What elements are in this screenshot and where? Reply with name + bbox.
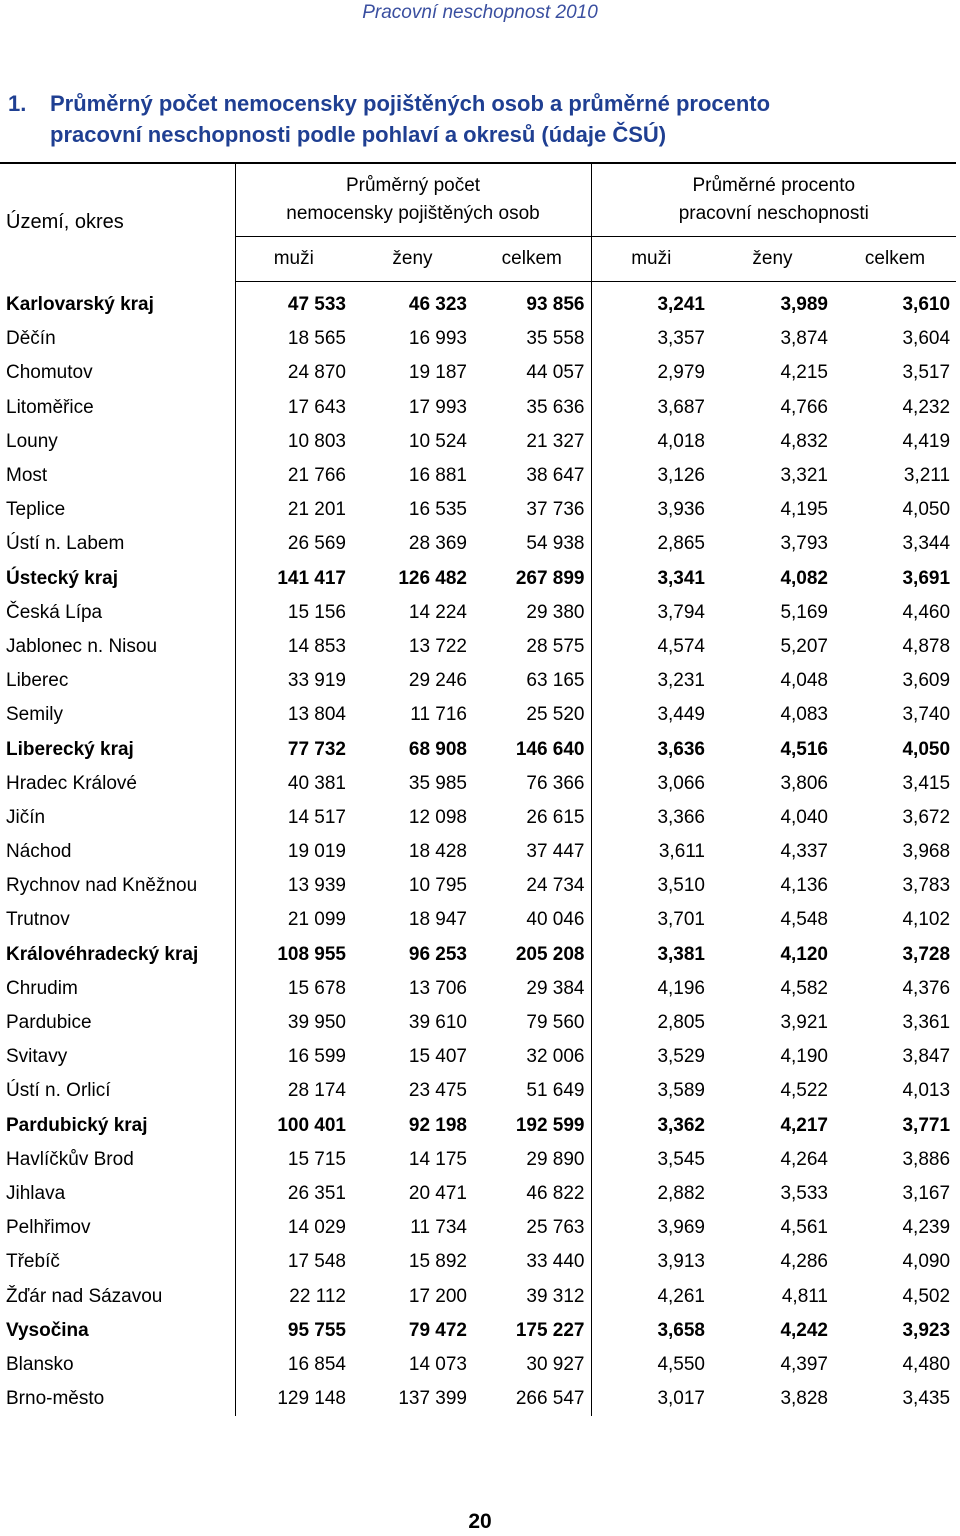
- incapacity-percent-cell: 3,691: [902, 567, 951, 589]
- incapacity-percent-cell: 3,921: [780, 1012, 828, 1034]
- table-body: [0, 282, 956, 1417]
- insured-count-cell: 16 535: [408, 499, 467, 521]
- incapacity-percent-cell: 3,362: [591, 1109, 711, 1143]
- territory-name: Jihlava: [6, 1182, 66, 1204]
- incapacity-percent-cell: 3,636: [591, 732, 711, 766]
- insured-count-cell: 26 615: [526, 806, 585, 828]
- table-row: [0, 698, 956, 732]
- incapacity-percent-cell: 4,397: [780, 1353, 828, 1375]
- incapacity-percent-cell: 3,913: [591, 1245, 711, 1279]
- incapacity-percent-cell: 3,611: [591, 835, 711, 869]
- insured-count-cell: 39 950: [235, 1006, 352, 1040]
- incapacity-percent-cell: 3,968: [902, 841, 951, 863]
- column-header: celkem: [473, 237, 591, 282]
- territory-name: Ústí n. Orlicí: [6, 1080, 111, 1102]
- insured-count-cell: 15 715: [235, 1143, 352, 1177]
- incapacity-percent-cell: 3,847: [902, 1046, 951, 1068]
- incapacity-percent-cell: 4,040: [780, 806, 828, 828]
- territory-name: Chrudim: [6, 977, 78, 999]
- table-row: [0, 1245, 956, 1279]
- incapacity-percent-cell: 4,264: [780, 1148, 828, 1170]
- incapacity-percent-cell: 4,502: [902, 1285, 951, 1307]
- insured-count-cell: 17 548: [235, 1245, 352, 1279]
- insured-count-cell: 11 734: [410, 1217, 467, 1239]
- title-line-2: pracovní neschopnosti podle pohlaví a okresů (údaje ČSÚ): [50, 122, 667, 147]
- insured-count-cell: 25 520: [526, 704, 585, 726]
- incapacity-percent-cell: 4,048: [780, 670, 828, 692]
- incapacity-percent-cell: 4,195: [780, 499, 828, 521]
- table-row: [0, 903, 956, 937]
- incapacity-percent-cell: 4,102: [902, 909, 951, 931]
- incapacity-percent-cell: 3,167: [902, 1182, 951, 1204]
- insured-count-cell: 15 892: [408, 1251, 467, 1273]
- insured-count-cell: 96 253: [408, 943, 467, 965]
- incapacity-percent-cell: 3,517: [902, 362, 951, 384]
- incapacity-percent-cell: 3,989: [780, 294, 828, 316]
- group-header-count-line2: nemocensky pojištěných osob: [286, 203, 540, 224]
- incapacity-percent-cell: 4,261: [591, 1279, 711, 1313]
- table-row: [0, 459, 956, 493]
- insured-count-cell: 35 985: [408, 772, 467, 794]
- incapacity-percent-cell: 4,232: [902, 396, 951, 418]
- territory-name: Trutnov: [6, 909, 70, 931]
- territory-name: Svitavy: [6, 1046, 68, 1068]
- region-total-row: [0, 562, 956, 596]
- incapacity-percent-cell: 3,449: [591, 698, 711, 732]
- incapacity-percent-cell: 4,878: [902, 635, 951, 657]
- incapacity-percent-cell: 3,241: [591, 282, 711, 323]
- insured-count-cell: 51 649: [526, 1080, 585, 1102]
- territory-name: Královéhradecký kraj: [6, 943, 199, 965]
- territory-name: Brno-město: [6, 1388, 105, 1410]
- territory-name: Pardubice: [6, 1012, 92, 1034]
- incapacity-percent-cell: 3,017: [591, 1382, 711, 1416]
- title-line-1: Průměrný počet nemocensky pojištěných osob a průměrné procento: [50, 91, 771, 116]
- insured-count-cell: 79 472: [408, 1319, 467, 1341]
- group-header-percent: [591, 163, 956, 237]
- territory-name: Rychnov nad Kněžnou: [6, 875, 198, 897]
- group-header-percent-line1: Průměrné procento: [692, 175, 856, 196]
- table-row: [0, 322, 956, 356]
- insured-count-cell: 47 533: [235, 282, 352, 323]
- incapacity-percent-cell: 4,766: [780, 396, 828, 418]
- incapacity-percent-cell: 3,609: [902, 670, 951, 692]
- region-total-row: [0, 282, 956, 323]
- territory-name: Česká Lípa: [6, 601, 103, 623]
- incapacity-percent-cell: 3,886: [902, 1148, 951, 1170]
- insured-count-cell: 267 899: [515, 567, 585, 589]
- insured-count-cell: 175 227: [515, 1319, 585, 1341]
- incapacity-percent-cell: 3,923: [902, 1319, 951, 1341]
- incapacity-percent-cell: 5,169: [780, 601, 828, 623]
- insured-count-cell: 16 881: [408, 465, 467, 487]
- region-total-row: [0, 1314, 956, 1348]
- territory-name: Teplice: [6, 499, 66, 521]
- insured-count-cell: 19 019: [235, 835, 352, 869]
- incapacity-percent-cell: 3,969: [591, 1211, 711, 1245]
- incapacity-percent-cell: 4,832: [780, 430, 828, 452]
- incapacity-percent-cell: 4,215: [780, 362, 828, 384]
- insured-count-cell: 37 447: [526, 841, 585, 863]
- incapacity-percent-cell: 4,120: [780, 943, 828, 965]
- insured-count-cell: 10 803: [235, 425, 352, 459]
- data-table: [0, 162, 956, 1416]
- incapacity-percent-cell: 3,510: [591, 869, 711, 903]
- insured-count-cell: 146 640: [515, 738, 585, 760]
- insured-count-cell: 33 919: [235, 664, 352, 698]
- incapacity-percent-cell: 3,604: [902, 328, 951, 350]
- table-row: [0, 664, 956, 698]
- table-row: [0, 527, 956, 561]
- insured-count-cell: 15 156: [235, 596, 352, 630]
- table-row: [0, 630, 956, 664]
- column-header: celkem: [834, 237, 956, 282]
- insured-count-cell: 14 029: [235, 1211, 352, 1245]
- table-number: 1.: [8, 91, 27, 116]
- table-row: [0, 596, 956, 630]
- incapacity-percent-cell: 3,771: [902, 1114, 951, 1136]
- running-header: Pracovní neschopnost 2010: [362, 2, 598, 23]
- insured-count-cell: 93 856: [526, 294, 585, 316]
- insured-count-cell: 192 599: [515, 1114, 585, 1136]
- insured-count-cell: 10 524: [408, 430, 467, 452]
- insured-count-cell: 21 327: [526, 430, 585, 452]
- incapacity-percent-cell: 4,136: [780, 875, 828, 897]
- territory-header: Území, okres: [0, 163, 235, 282]
- insured-count-cell: 76 366: [526, 772, 585, 794]
- incapacity-percent-cell: 4,480: [902, 1353, 951, 1375]
- insured-count-cell: 28 174: [235, 1074, 352, 1108]
- table-row: [0, 1143, 956, 1177]
- incapacity-percent-cell: 3,231: [591, 664, 711, 698]
- column-header: ženy: [352, 237, 473, 282]
- territory-name: Třebíč: [6, 1251, 60, 1273]
- incapacity-percent-cell: 4,376: [902, 977, 951, 999]
- table-row: [0, 1211, 956, 1245]
- incapacity-percent-cell: 3,740: [902, 704, 951, 726]
- incapacity-percent-cell: 3,658: [591, 1314, 711, 1348]
- incapacity-percent-cell: 3,728: [902, 943, 951, 965]
- insured-count-cell: 10 795: [408, 875, 467, 897]
- insured-count-cell: 13 722: [408, 635, 467, 657]
- insured-count-cell: 29 380: [526, 601, 585, 623]
- incapacity-percent-cell: 4,419: [902, 430, 951, 452]
- incapacity-percent-cell: 4,550: [591, 1348, 711, 1382]
- data-table-container: [0, 162, 956, 1416]
- territory-name: Žďár nad Sázavou: [6, 1285, 163, 1307]
- incapacity-percent-cell: 4,050: [902, 738, 951, 760]
- table-row: [0, 1006, 956, 1040]
- insured-count-cell: 28 369: [408, 533, 467, 555]
- incapacity-percent-cell: 4,811: [781, 1285, 828, 1307]
- incapacity-percent-cell: 3,874: [780, 328, 828, 350]
- insured-count-cell: 15 407: [408, 1046, 467, 1068]
- territory-name: Pardubický kraj: [6, 1114, 148, 1136]
- insured-count-cell: 108 955: [235, 938, 352, 972]
- incapacity-percent-cell: 3,529: [591, 1040, 711, 1074]
- insured-count-cell: 129 148: [235, 1382, 352, 1416]
- incapacity-percent-cell: 3,341: [591, 562, 711, 596]
- incapacity-percent-cell: 4,050: [902, 499, 951, 521]
- insured-count-cell: 26 569: [235, 527, 352, 561]
- insured-count-cell: 18 947: [408, 909, 467, 931]
- insured-count-cell: 37 736: [526, 499, 585, 521]
- incapacity-percent-cell: 4,217: [780, 1114, 828, 1136]
- incapacity-percent-cell: 4,286: [780, 1251, 828, 1273]
- insured-count-cell: 100 401: [235, 1109, 352, 1143]
- insured-count-cell: 16 599: [235, 1040, 352, 1074]
- insured-count-cell: 38 647: [526, 465, 585, 487]
- incapacity-percent-cell: 4,582: [780, 977, 828, 999]
- insured-count-cell: 20 471: [408, 1182, 467, 1204]
- insured-count-cell: 63 165: [526, 670, 585, 692]
- insured-count-cell: 32 006: [526, 1046, 585, 1068]
- insured-count-cell: 39 312: [526, 1285, 585, 1307]
- incapacity-percent-cell: 3,783: [902, 875, 951, 897]
- insured-count-cell: 205 208: [515, 943, 585, 965]
- incapacity-percent-cell: 3,435: [902, 1388, 951, 1410]
- incapacity-percent-cell: 3,589: [591, 1074, 711, 1108]
- table-row: [0, 972, 956, 1006]
- incapacity-percent-cell: 4,196: [591, 972, 711, 1006]
- territory-name: Jičín: [6, 806, 46, 828]
- insured-count-cell: 16 993: [408, 328, 467, 350]
- column-header: muži: [235, 237, 352, 282]
- incapacity-percent-cell: 2,882: [591, 1177, 711, 1211]
- insured-count-cell: 22 112: [235, 1279, 352, 1313]
- territory-name: Jablonec n. Nisou: [6, 635, 158, 657]
- table-row: [0, 391, 956, 425]
- insured-count-cell: 68 908: [408, 738, 467, 760]
- insured-count-cell: 21 201: [235, 493, 352, 527]
- territory-name: Liberec: [6, 670, 69, 692]
- insured-count-cell: 29 384: [526, 977, 585, 999]
- incapacity-percent-cell: 4,013: [902, 1080, 951, 1102]
- insured-count-cell: 18 565: [235, 322, 352, 356]
- incapacity-percent-cell: 3,357: [591, 322, 711, 356]
- territory-name: Pelhřimov: [6, 1217, 91, 1239]
- insured-count-cell: 21 099: [235, 903, 352, 937]
- incapacity-percent-cell: 2,805: [591, 1006, 711, 1040]
- incapacity-percent-cell: 3,126: [591, 459, 711, 493]
- territory-name: Ústí n. Labem: [6, 533, 125, 555]
- insured-count-cell: 14 517: [235, 801, 352, 835]
- incapacity-percent-cell: 3,321: [780, 465, 828, 487]
- incapacity-percent-cell: 4,574: [591, 630, 711, 664]
- incapacity-percent-cell: 3,366: [591, 801, 711, 835]
- insured-count-cell: 18 428: [408, 841, 467, 863]
- insured-count-cell: 40 046: [526, 909, 585, 931]
- incapacity-percent-cell: 4,561: [780, 1217, 828, 1239]
- incapacity-percent-cell: 4,460: [902, 601, 951, 623]
- incapacity-percent-cell: 3,533: [780, 1182, 828, 1204]
- insured-count-cell: 44 057: [526, 362, 585, 384]
- territory-name: Semily: [6, 704, 64, 726]
- incapacity-percent-cell: 2,979: [591, 356, 711, 390]
- incapacity-percent-cell: 4,242: [780, 1319, 828, 1341]
- insured-count-cell: 28 575: [526, 635, 585, 657]
- territory-name: Most: [6, 465, 48, 487]
- insured-count-cell: 29 890: [526, 1148, 585, 1170]
- table-row: [0, 835, 956, 869]
- territory-name: Litoměřice: [6, 396, 94, 418]
- column-header: ženy: [711, 237, 834, 282]
- insured-count-cell: 92 198: [408, 1114, 467, 1136]
- insured-count-cell: 46 822: [526, 1182, 585, 1204]
- table-row: [0, 1177, 956, 1211]
- insured-count-cell: 35 558: [526, 328, 585, 350]
- insured-count-cell: 35 636: [526, 396, 585, 418]
- incapacity-percent-cell: 4,090: [902, 1251, 951, 1273]
- incapacity-percent-cell: 4,083: [780, 704, 828, 726]
- incapacity-percent-cell: 3,610: [902, 294, 951, 316]
- insured-count-cell: 25 763: [526, 1217, 585, 1239]
- territory-name: Karlovarský kraj: [6, 293, 154, 315]
- incapacity-percent-cell: 3,828: [780, 1388, 828, 1410]
- insured-count-cell: 266 547: [515, 1388, 585, 1410]
- territory-name: Hradec Králové: [6, 772, 137, 794]
- insured-count-cell: 26 351: [235, 1177, 352, 1211]
- table-row: [0, 801, 956, 835]
- insured-count-cell: 21 766: [235, 459, 352, 493]
- insured-count-cell: 17 200: [408, 1285, 467, 1307]
- insured-count-cell: 95 755: [235, 1314, 352, 1348]
- insured-count-cell: 33 440: [526, 1251, 585, 1273]
- table-title: [8, 88, 948, 150]
- territory-name: Liberecký kraj: [6, 738, 134, 760]
- incapacity-percent-cell: 4,516: [780, 738, 828, 760]
- insured-count-cell: 40 381: [235, 767, 352, 801]
- group-header-count: [235, 163, 591, 237]
- table-row: [0, 356, 956, 390]
- table-row: [0, 767, 956, 801]
- insured-count-cell: 24 734: [526, 875, 585, 897]
- territory-name: Chomutov: [6, 362, 93, 384]
- incapacity-percent-cell: 3,701: [591, 903, 711, 937]
- region-total-row: [0, 1109, 956, 1143]
- insured-count-cell: 14 224: [408, 601, 467, 623]
- insured-count-cell: 54 938: [526, 533, 585, 555]
- insured-count-cell: 79 560: [526, 1012, 585, 1034]
- incapacity-percent-cell: 4,337: [780, 841, 828, 863]
- incapacity-percent-cell: 3,793: [780, 533, 828, 555]
- incapacity-percent-cell: 4,239: [902, 1217, 951, 1239]
- incapacity-percent-cell: 3,936: [591, 493, 711, 527]
- insured-count-cell: 13 804: [235, 698, 352, 732]
- insured-count-cell: 46 323: [408, 294, 467, 316]
- insured-count-cell: 77 732: [235, 732, 352, 766]
- incapacity-percent-cell: 5,207: [780, 635, 828, 657]
- insured-count-cell: 141 417: [235, 562, 352, 596]
- insured-count-cell: 30 927: [526, 1353, 585, 1375]
- incapacity-percent-cell: 3,415: [902, 772, 951, 794]
- insured-count-cell: 29 246: [408, 670, 467, 692]
- insured-count-cell: 23 475: [408, 1080, 467, 1102]
- region-total-row: [0, 732, 956, 766]
- insured-count-cell: 14 073: [408, 1353, 467, 1375]
- incapacity-percent-cell: 3,672: [902, 806, 951, 828]
- incapacity-percent-cell: 4,548: [780, 909, 828, 931]
- table-row: [0, 1382, 956, 1416]
- table-row: [0, 493, 956, 527]
- insured-count-cell: 24 870: [235, 356, 352, 390]
- insured-count-cell: 17 643: [235, 391, 352, 425]
- territory-name: Ústecký kraj: [6, 567, 118, 589]
- insured-count-cell: 19 187: [408, 362, 467, 384]
- insured-count-cell: 13 939: [235, 869, 352, 903]
- incapacity-percent-cell: 3,381: [591, 938, 711, 972]
- group-header-count-line1: Průměrný počet: [345, 175, 481, 196]
- territory-name: Louny: [6, 430, 58, 452]
- group-header-percent-line2: pracovní neschopnosti: [678, 203, 869, 224]
- insured-count-cell: 11 716: [410, 704, 467, 726]
- insured-count-cell: 14 853: [235, 630, 352, 664]
- table-row: [0, 1074, 956, 1108]
- table-row: [0, 1040, 956, 1074]
- insured-count-cell: 126 482: [398, 567, 467, 589]
- territory-name: Havlíčkův Brod: [6, 1148, 134, 1170]
- territory-name: Náchod: [6, 841, 72, 863]
- table-row: [0, 425, 956, 459]
- territory-name: Vysočina: [6, 1319, 89, 1341]
- incapacity-percent-cell: 4,522: [780, 1080, 828, 1102]
- insured-count-cell: 137 399: [398, 1388, 467, 1410]
- incapacity-percent-cell: 2,865: [591, 527, 711, 561]
- region-total-row: [0, 938, 956, 972]
- incapacity-percent-cell: 4,018: [591, 425, 711, 459]
- incapacity-percent-cell: 3,344: [902, 533, 951, 555]
- page-number: 20: [468, 1510, 492, 1533]
- insured-count-cell: 13 706: [408, 977, 467, 999]
- insured-count-cell: 14 175: [408, 1148, 467, 1170]
- territory-name: Děčín: [6, 328, 56, 350]
- insured-count-cell: 12 098: [408, 806, 467, 828]
- table-row: [0, 869, 956, 903]
- insured-count-cell: 39 610: [408, 1012, 467, 1034]
- incapacity-percent-cell: 3,066: [591, 767, 711, 801]
- incapacity-percent-cell: 4,190: [780, 1046, 828, 1068]
- incapacity-percent-cell: 3,361: [902, 1012, 951, 1034]
- column-header: muži: [591, 237, 711, 282]
- insured-count-cell: 16 854: [235, 1348, 352, 1382]
- incapacity-percent-cell: 3,794: [591, 596, 711, 630]
- territory-name: Blansko: [6, 1353, 74, 1375]
- table-row: [0, 1279, 956, 1313]
- incapacity-percent-cell: 4,082: [780, 567, 828, 589]
- incapacity-percent-cell: 3,806: [780, 772, 828, 794]
- insured-count-cell: 15 678: [235, 972, 352, 1006]
- insured-count-cell: 17 993: [408, 396, 467, 418]
- table-row: [0, 1348, 956, 1382]
- incapacity-percent-cell: 3,211: [903, 465, 951, 487]
- incapacity-percent-cell: 3,545: [591, 1143, 711, 1177]
- incapacity-percent-cell: 3,687: [591, 391, 711, 425]
